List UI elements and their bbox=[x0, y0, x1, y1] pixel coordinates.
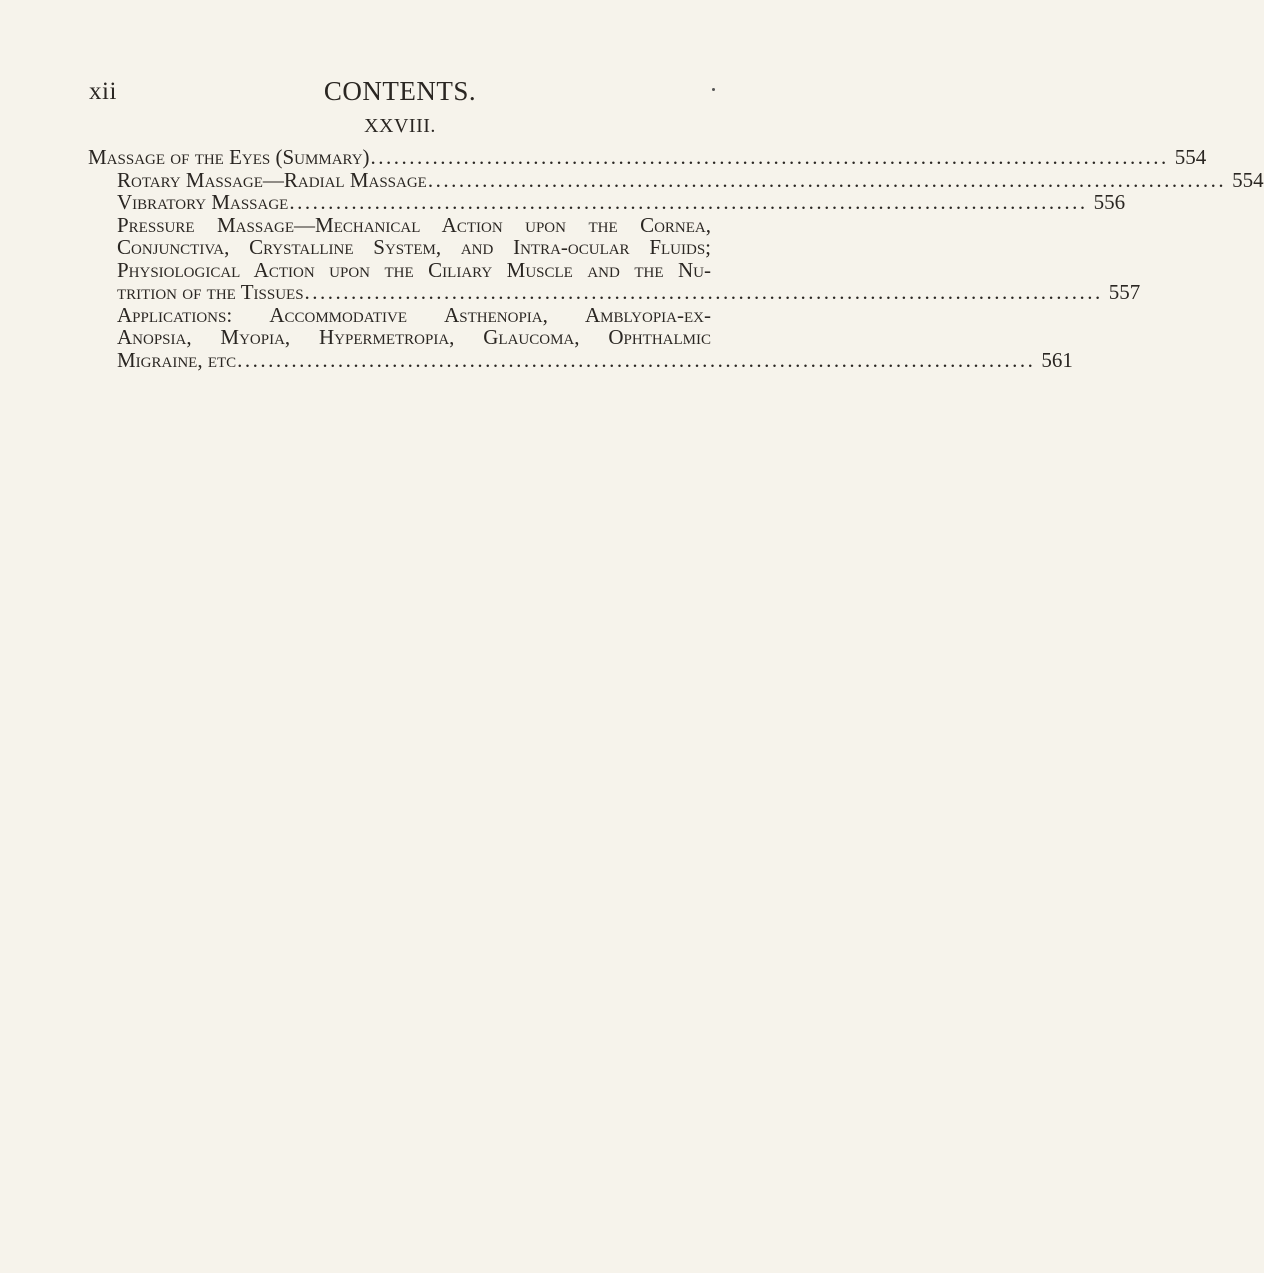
dot-leader: ....................................................................................................... bbox=[427, 167, 1227, 192]
toc-entry-title: Migraine, etc bbox=[117, 347, 237, 372]
toc-page-number: 556 bbox=[1093, 190, 1126, 214]
toc-entry bbox=[88, 145, 1207, 169]
toc-entry-line bbox=[117, 190, 1126, 214]
toc-entry-title: trition of the Tissues bbox=[117, 280, 304, 304]
toc-page-number: 554 bbox=[1174, 145, 1207, 169]
toc-entry bbox=[88, 190, 1126, 214]
ink-speck bbox=[712, 88, 715, 91]
running-title: CONTENTS. bbox=[323, 76, 477, 106]
dot-leader: ....................................................................................................... bbox=[304, 280, 1103, 304]
toc-entry-line bbox=[88, 145, 1207, 169]
toc-entry-title: Rotary Massage—Radial Massage bbox=[117, 167, 427, 192]
dot-leader: ....................................................................................................... bbox=[237, 347, 1036, 372]
toc-entry-title-line: Anopsia, Myopia, Hypermetropia, Glaucoma, Ophthalmic bbox=[117, 325, 711, 349]
toc-entry-line bbox=[117, 280, 1141, 304]
toc-entry bbox=[88, 302, 1073, 372]
table-of-contents bbox=[88, 145, 1264, 372]
toc-entry-title-line: Physiological Action upon the Ciliary Muscle and the Nu- bbox=[117, 257, 711, 282]
toc-page-number: 561 bbox=[1041, 347, 1073, 372]
toc-entry bbox=[88, 167, 1264, 192]
toc-entry-line bbox=[117, 347, 1073, 372]
toc-page-number: 554 bbox=[1232, 167, 1264, 192]
toc-entry-title-line: Applications: Accommodative Asthenopia, Amblyopia-ex- bbox=[117, 302, 711, 327]
dot-leader: ....................................................................................................... bbox=[370, 145, 1169, 169]
toc-page-number: 557 bbox=[1108, 280, 1141, 304]
page-folio: xii bbox=[89, 78, 117, 105]
toc-entry bbox=[88, 212, 1141, 304]
toc-entry-title-line: Pressure Massage—Mechanical Action upon the Cornea, bbox=[117, 212, 711, 237]
toc-entry-title: Vibratory Massage bbox=[117, 190, 289, 214]
toc-entry-title: Massage of the Eyes (Summary) bbox=[88, 145, 370, 169]
page-header bbox=[0, 76, 800, 110]
toc-entry-line bbox=[117, 167, 1264, 192]
toc-entry-title-line: Conjunctiva, Crystalline System, and Intra-ocular Fluids; bbox=[117, 235, 711, 259]
dot-leader: ....................................................................................................... bbox=[289, 190, 1088, 214]
chapter-number: XXVIII. bbox=[364, 115, 436, 137]
